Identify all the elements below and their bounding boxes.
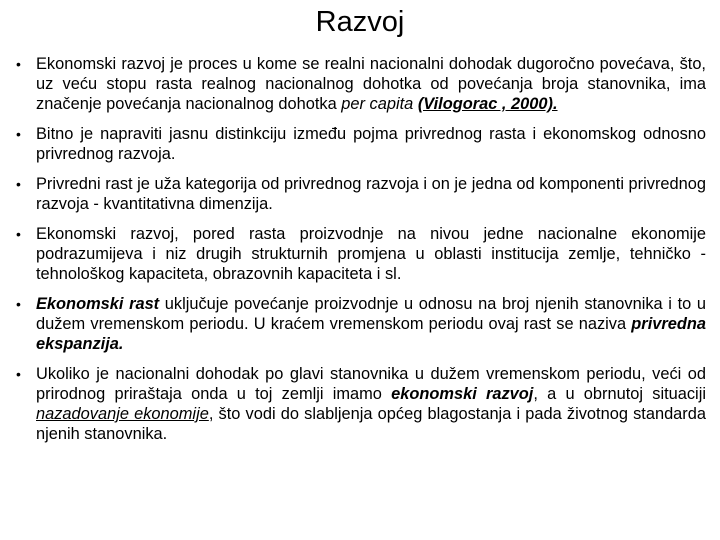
bullet-item (16, 174, 706, 214)
bullet-text: , a u obrnutoj situaciji (533, 385, 706, 403)
bullet-dot-icon: • (16, 296, 21, 312)
bullet-text: Ukoliko je nacionalni dohodak po glavi stanovnika u dužem vremenskom periodu, veći od prirodnog priraštaja onda u toj zemlji imamo (36, 365, 706, 403)
bullet-emphasis-text: ekonomski razvoj (391, 385, 534, 403)
bullet-item (16, 364, 706, 444)
slide-title: Razvoj (315, 6, 405, 38)
bullet-text: , što vodi do slabljenja općeg blagostanja i pada životnog standarda njenih stanovnika. (36, 405, 706, 443)
bullet-italic-text: per capita (341, 95, 414, 113)
bullet-dot-icon: • (16, 366, 21, 382)
bullet-dot-icon: • (16, 126, 21, 142)
bullet-item (16, 294, 706, 354)
bullet-text: Ekonomski razvoj, pored rasta proizvodnje na nivou jedne nacionalne ekonomije podrazumijeva i niz drugih strukturnih promjena u oblasti institucija zemlje, tehničko -tehnološkog kapaciteta, obrazovnih kapaciteta i sl. (36, 225, 706, 283)
bullet-dot-icon: • (16, 176, 21, 192)
bullet-item (16, 224, 706, 284)
bullet-item (16, 54, 706, 114)
bullet-item (16, 124, 706, 164)
bullet-dot-icon: • (16, 56, 21, 72)
bullet-dot-icon: • (16, 226, 21, 242)
bullet-text: Ekonomski razvoj je proces u kome se realni nacionalni dohodak dugoročno povećava, što, uz veću stopu rasta realnog nacionalnog dohotka od povećanja broja stanovnika, ima značenje povećanja nacionalnog dohotka (36, 55, 706, 113)
bullet-emphasis-text: Ekonomski rast (36, 295, 160, 313)
citation: (Vilogorac , 2000). (417, 95, 558, 113)
bullet-text: Bitno je napraviti jasnu distinkciju između pojma privrednog rasta i ekonomskog odnosno privrednog razvoja. (36, 125, 706, 163)
bullet-text: uključuje povećanje proizvodnje u odnosu na broj njenih stanovnika i to u dužem vremenskom periodu. U kraćem vremenskom periodu ovaj rast se naziva (36, 295, 706, 333)
bullet-text: Privredni rast je uža kategorija od privrednog razvoja i on je jedna od komponenti privrednog razvoja - kvantitativna dimenzija. (36, 175, 706, 213)
bullet-emphasis-text: privredna ekspanzija. (36, 315, 706, 353)
bullet-underlined-text: nazadovanje ekonomije (36, 405, 209, 423)
bullet-list (16, 54, 706, 454)
